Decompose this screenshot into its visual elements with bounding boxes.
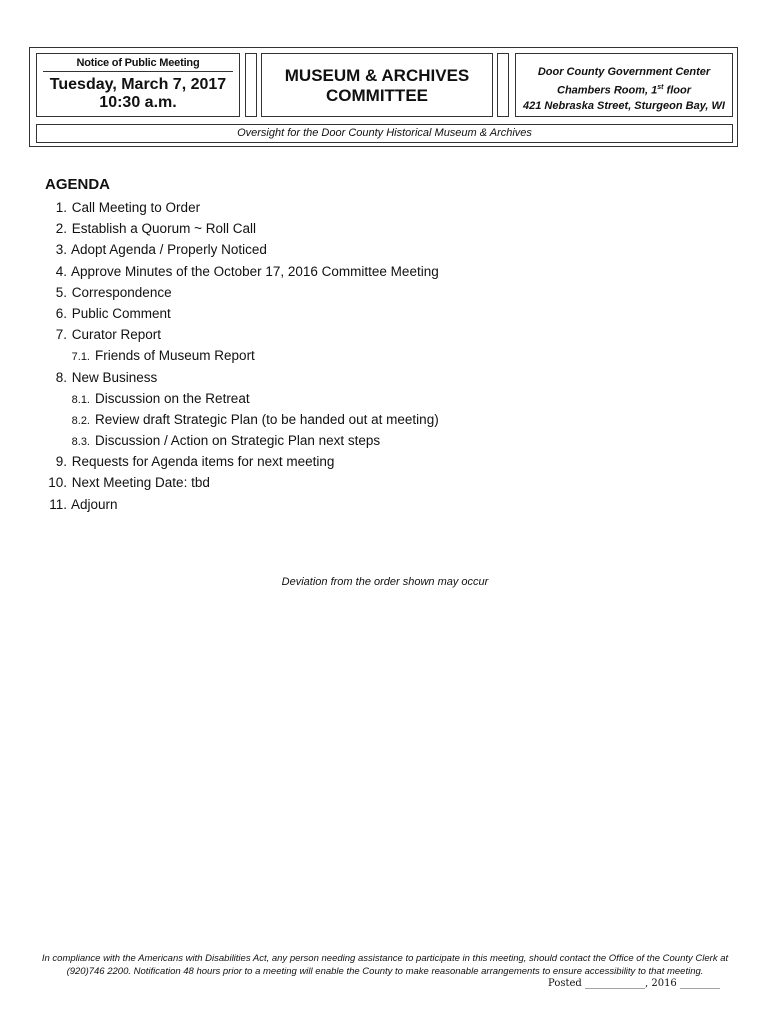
agenda-item: 11. Adjourn	[49, 496, 118, 512]
agenda-item: 2. Establish a Quorum ~ Roll Call	[55, 221, 256, 237]
notice-divider	[43, 71, 233, 72]
meeting-location	[516, 65, 732, 114]
meeting-datetime-box	[36, 53, 240, 117]
location-building: Door County Government Center	[537, 66, 711, 78]
agenda-item: 7. Curator Report	[55, 327, 162, 343]
agenda-item: 5. Correspondence	[55, 284, 172, 300]
ada-line-1: In compliance with the Americans with Disabilities Act, any person needing assistance to participate in this meeting, should contact the Office of the County Clerk at	[41, 953, 729, 964]
meeting-datetime	[37, 76, 239, 112]
meeting-header	[29, 47, 738, 147]
agenda-item: 8. New Business	[55, 369, 158, 385]
ada-compliance-notice	[40, 952, 730, 978]
oversight-text: Oversight for the Door County Historical Museum & Archives	[237, 127, 532, 139]
deviation-notice: Deviation from the order shown may occur	[281, 576, 489, 588]
agenda-title: AGENDA	[45, 176, 111, 193]
agenda-item: 3. Adopt Agenda / Properly Noticed	[55, 242, 267, 258]
location-room: Chambers Room, 1st floor	[557, 84, 691, 97]
meeting-date: Tuesday, March 7, 2017	[49, 76, 227, 93]
notice-label: Notice of Public Meeting	[76, 57, 200, 69]
agenda-subitem: 7.1. Friends of Museum Report	[71, 348, 255, 364]
posted-line: Posted ____________, 2016 ________	[548, 978, 720, 989]
committee-box	[261, 53, 493, 117]
oversight-box	[36, 124, 733, 143]
agenda-subitem: 8.3. Discussion / Action on Strategic Plan next steps	[71, 433, 381, 449]
agenda-item: 4. Approve Minutes of the October 17, 2016 Committee Meeting	[55, 263, 439, 279]
agenda-subitem: 8.2. Review draft Strategic Plan (to be handed out at meeting)	[71, 411, 439, 427]
committee-name-line2: COMMITTEE	[326, 86, 428, 105]
meeting-time: 10:30 a.m.	[99, 94, 177, 111]
header-spacer	[497, 53, 509, 117]
ada-line-2: (920)746 2200. Notification 48 hours prior to a meeting will enable the County to make reasonable arrangements to ensure accessibility to that meeting.	[66, 966, 704, 977]
agenda-item: 10. Next Meeting Date: tbd	[48, 475, 210, 491]
agenda-item: 9. Requests for Agenda items for next meeting	[55, 454, 335, 470]
location-address: 421 Nebraska Street, Sturgeon Bay, WI	[523, 99, 725, 112]
header-spacer	[245, 53, 257, 117]
agenda-list	[40, 197, 439, 515]
agenda-item: 1. Call Meeting to Order	[55, 200, 201, 215]
agenda-subitem: 8.1. Discussion on the Retreat	[71, 390, 250, 406]
committee-name-line1: MUSEUM & ARCHIVES	[284, 66, 470, 85]
committee-name	[262, 66, 492, 106]
location-box	[515, 53, 733, 117]
agenda-item: 6. Public Comment	[55, 305, 171, 321]
